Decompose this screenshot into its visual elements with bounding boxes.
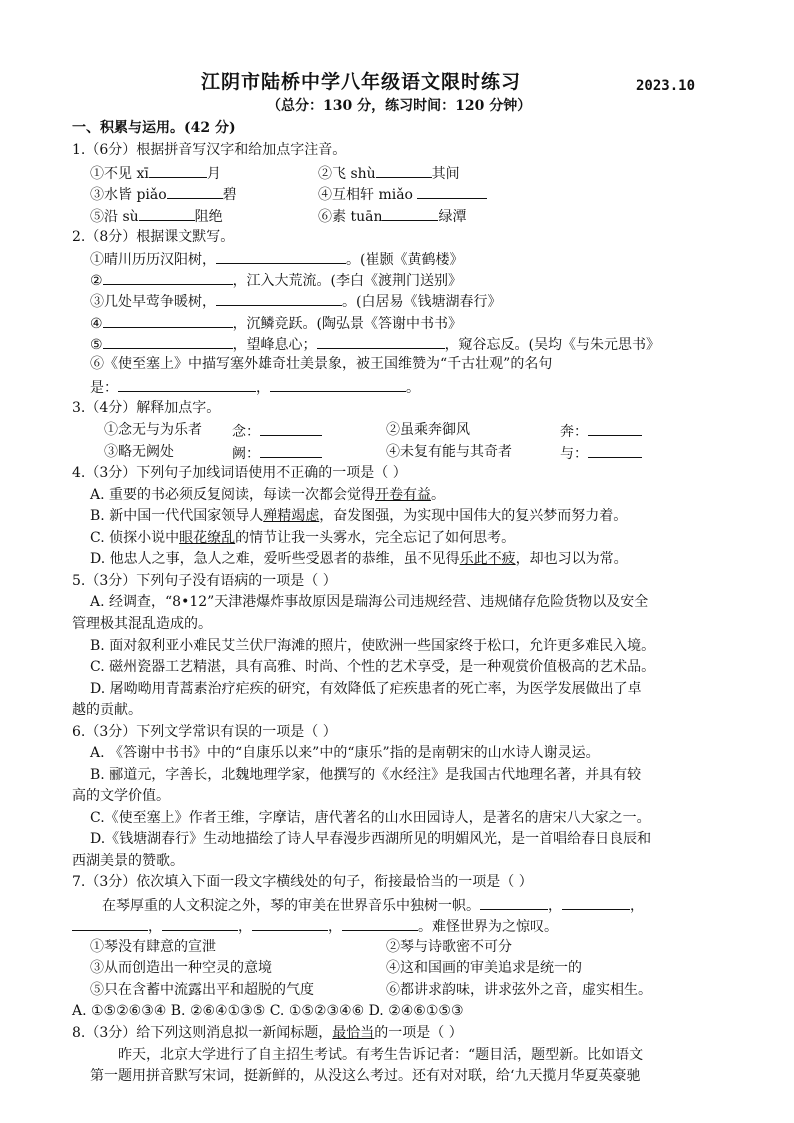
answer-blank[interactable] bbox=[588, 420, 642, 436]
answer-blank[interactable] bbox=[260, 420, 322, 436]
page-subtitle: （总分：130 分，练习时间：120 分钟） bbox=[267, 98, 532, 114]
q8-passage-2: 第一题用拼音默写宋词，挺新鲜的，从没这么考过。还有对对联，给‘九天揽月华夏英豪驰 bbox=[90, 1068, 641, 1084]
q3-item-2: ②虽乘奔御风 bbox=[386, 422, 470, 438]
q3-item-4: ④未复有能与其奇者 bbox=[386, 444, 512, 460]
answer-blank[interactable] bbox=[118, 376, 256, 392]
question-3-stem: 3.（4分）解释加点字。 bbox=[72, 400, 221, 416]
q5-option-c[interactable]: C. 磁州瓷器工艺精湛，具有高雅、时尚、个性的艺术享受，是一种观赏价值极高的艺术品。 bbox=[90, 659, 656, 675]
q3-answer-4: 与： bbox=[560, 442, 642, 464]
answer-blank[interactable] bbox=[588, 442, 642, 458]
answer-blank[interactable] bbox=[480, 894, 548, 910]
question-8-stem: 8.（3分）给下列这则消息拟一新闻标题，最恰当的一项是（ ） bbox=[72, 1025, 463, 1041]
q6-option-b-cont: 高的文学价值。 bbox=[72, 788, 170, 804]
q1-item-5: ⑤沿 sù 阻绝 bbox=[90, 205, 223, 227]
answer-blank[interactable] bbox=[260, 442, 322, 458]
q4-option-c[interactable]: C. 侦探小说中眼花缭乱的情节让我一头雾水，完全忘记了如何思考。 bbox=[90, 530, 516, 546]
question-7-stem: 7.（3分）依次填入下面一段文字横线处的句子，衔接最恰当的一项是（ ） bbox=[72, 874, 533, 890]
q3-answer-3: 阙： bbox=[232, 442, 322, 464]
section-heading: 一、积累与运用。(42 分) bbox=[72, 120, 236, 136]
q1-item-1: ①不见 xī 月 bbox=[90, 162, 221, 184]
answer-blank[interactable] bbox=[562, 894, 630, 910]
answer-blank[interactable] bbox=[382, 205, 438, 221]
q2-line-1: ①晴川历历汉阳树， 。(崔颢《黄鹤楼》 bbox=[90, 248, 463, 270]
answer-blank[interactable] bbox=[252, 915, 328, 931]
answer-blank[interactable] bbox=[342, 915, 418, 931]
q5-option-d[interactable]: D. 屠呦呦用青蒿素治疗疟疾的研究，有效降低了疟疾患者的死亡率，为医学发展做出了卓 bbox=[90, 681, 642, 697]
q7-sentence-2: ②琴与诗歌密不可分 bbox=[386, 939, 512, 955]
q5-option-a[interactable]: A. 经调查，“8•12”天津港爆炸事故原因是瑞海公司违规经营、违规储存危险货物以及安全 bbox=[90, 594, 649, 610]
answer-blank[interactable] bbox=[149, 162, 207, 178]
q4-option-b[interactable]: B. 新中国一代代国家领导人殚精竭虑，奋发图强，为实现中国伟大的复兴梦而努力着。 bbox=[90, 508, 628, 524]
answer-blank[interactable] bbox=[216, 290, 342, 306]
q6-option-c[interactable]: C.《使至塞上》作者王维，字摩诘，唐代著名的山水田园诗人，是著名的唐宋八大家之一。 bbox=[90, 810, 651, 826]
q2-line-5: ⑤ ，望峰息心； ，窥谷忘反。(吴均《与朱元思书》 bbox=[90, 333, 660, 355]
q7-sentence-5: ⑤只在含蓄中流露出平和超脱的气度 bbox=[90, 982, 314, 998]
q7-passage-2: ， ， ， 。难怪世界为之惊叹。 bbox=[72, 915, 558, 937]
answer-blank[interactable] bbox=[317, 333, 445, 349]
answer-blank[interactable] bbox=[103, 333, 233, 349]
q3-item-1: ①念无与为乐者 bbox=[104, 422, 202, 438]
q7-sentence-6: ⑥都讲求韵味，讲求弦外之音，虚实相生。 bbox=[386, 982, 652, 998]
question-4-stem: 4.（3分）下列句子加线词语使用不正确的一项是（ ） bbox=[72, 465, 407, 481]
answer-blank[interactable] bbox=[103, 269, 233, 285]
q8-passage-1: 昨天，北京大学进行了自主招生考试。有考生告诉记者：“题目活，题型新。比如语文 bbox=[118, 1047, 644, 1063]
q6-option-a[interactable]: A. 《答谢中书书》中的“自康乐以来”中的“康乐”指的是南朝宋的山水诗人谢灵运。 bbox=[90, 745, 600, 761]
q7-sentence-3: ③从而创造出一种空灵的意境 bbox=[90, 960, 272, 976]
q1-item-3: ③水皆 piǎo 碧 bbox=[90, 183, 237, 205]
q3-answer-2: 奔： bbox=[560, 420, 642, 442]
question-6-stem: 6.（3分）下列文学常识有误的一项是（ ） bbox=[72, 724, 337, 740]
q2-line-2: ② ，江入大荒流。(李白《渡荆门送别》 bbox=[90, 269, 462, 291]
q5-option-d-cont: 越的贡献。 bbox=[72, 702, 142, 718]
q7-answer-options[interactable]: A. ①⑤②⑥③④ B. ②⑥④①③⑤ C. ①⑤②③④⑥ D. ②④⑥①⑤③ bbox=[72, 1003, 464, 1019]
q4-option-a[interactable]: A. 重要的书必须反复阅读，每读一次都会觉得开卷有益。 bbox=[90, 487, 446, 503]
q1-item-2: ②飞 shù 其间 bbox=[318, 162, 460, 184]
answer-blank[interactable] bbox=[417, 183, 487, 199]
answer-blank[interactable] bbox=[167, 183, 223, 199]
answer-blank[interactable] bbox=[139, 205, 195, 221]
q2-line-4: ④ ，沉鳞竞跃。(陶弘景《答谢中书书》 bbox=[90, 312, 462, 334]
q7-sentence-4: ④这和国画的审美追求是统一的 bbox=[386, 960, 582, 976]
q3-answer-1: 念： bbox=[232, 420, 322, 442]
q2-line-3: ③几处早莺争暖树， 。(白居易《钱塘湖春行》 bbox=[90, 290, 501, 312]
q5-option-a-cont: 管理极其混乱造成的。 bbox=[72, 616, 212, 632]
q7-sentence-1: ①琴没有肆意的宣泄 bbox=[90, 939, 216, 955]
q6-option-b[interactable]: B. 郦道元，字善长，北魏地理学家，他撰写的《水经注》是我国古代地理名著，并具有较 bbox=[90, 767, 642, 783]
q2-line-6: ⑥《使至塞上》中描写塞外雄奇壮美景象，被王国维赞为“千古壮观”的名句 bbox=[90, 356, 553, 372]
question-5-stem: 5.（3分）下列句子没有语病的一项是（ ） bbox=[72, 573, 337, 589]
q1-item-4: ④互相轩 miǎo bbox=[318, 183, 487, 205]
answer-blank[interactable] bbox=[72, 915, 148, 931]
answer-blank[interactable] bbox=[103, 312, 233, 328]
q3-item-3: ③略无阙处 bbox=[104, 444, 174, 460]
exam-date: 2023.10 bbox=[636, 78, 696, 94]
answer-blank[interactable] bbox=[376, 162, 432, 178]
q1-item-6: ⑥素 tuān 绿潭 bbox=[318, 205, 466, 227]
answer-blank[interactable] bbox=[270, 376, 406, 392]
page-title: 江阴市陆桥中学八年级语文限时练习 bbox=[201, 71, 522, 93]
q4-option-d[interactable]: D. 他忠人之事，急人之难，爱听些受恩者的恭维，虽不见得乐此不疲，却也习以为常。 bbox=[90, 551, 628, 567]
q2-line-7: 是： ， 。 bbox=[90, 376, 420, 398]
answer-blank[interactable] bbox=[162, 915, 238, 931]
answer-blank[interactable] bbox=[216, 248, 346, 264]
question-2-stem: 2.（8分）根据课文默写。 bbox=[72, 229, 235, 245]
q7-passage-1: 在琴厚重的人文积淀之外，琴的审美在世界音乐中独树一帜。 ， ， bbox=[102, 894, 644, 916]
question-1-stem: 1.（6分）根据拼音写汉字和给加点字注音。 bbox=[72, 142, 347, 158]
q6-option-d[interactable]: D.《钱塘湖春行》生动地描绘了诗人早春漫步西湖所见的明媚风光，是一首唱给春日良辰和 bbox=[90, 831, 652, 847]
q5-option-b[interactable]: B. 面对叙利亚小难民艾兰伏尸海滩的照片，使欧洲一些国家终于松口，允许更多难民入境。 bbox=[90, 638, 656, 654]
q6-option-d-cont: 西湖美景的赞歌。 bbox=[72, 853, 184, 869]
